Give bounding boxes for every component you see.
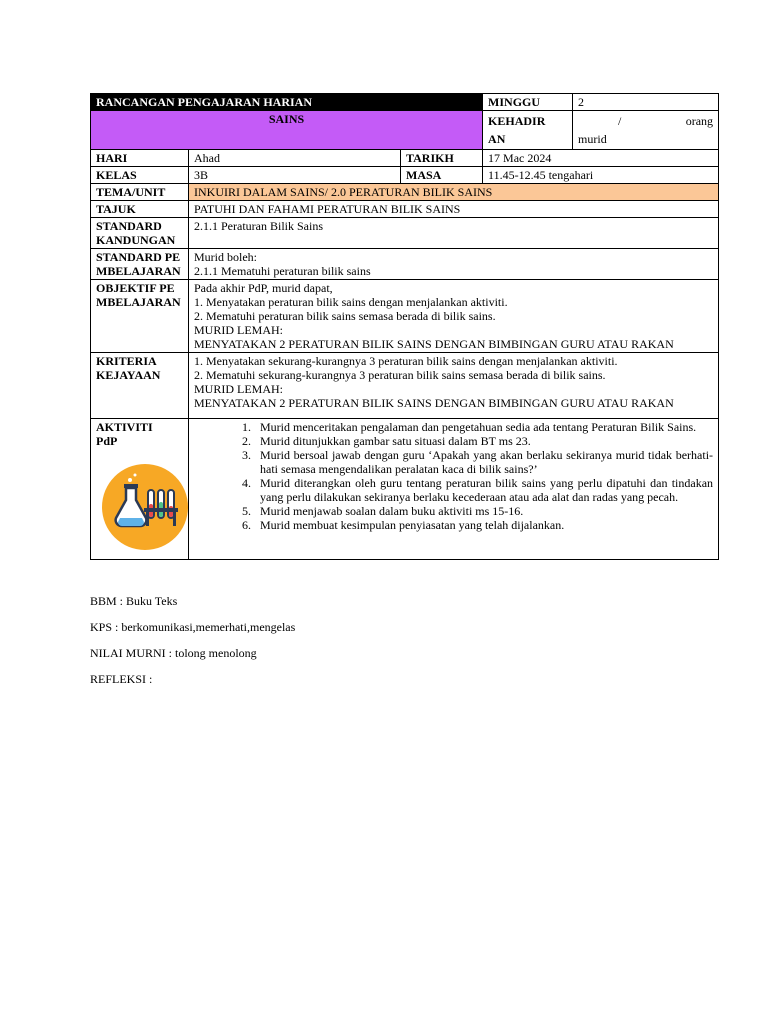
aktiviti-label (91, 419, 189, 560)
lab-flask-icon (102, 464, 188, 550)
activity-item: 2. Murid ditunjukkan gambar satu situasi dalam BT ms 23. (254, 434, 713, 448)
plan-title: RANCANGAN PENGAJARAN HARIAN (91, 94, 483, 111)
objektif-label (91, 280, 189, 353)
objektif-value (189, 280, 719, 353)
sp-line1: Murid boleh: (194, 250, 257, 264)
obj-line: Pada akhir PdP, murid dapat, (194, 281, 333, 295)
activity-item: 5. Murid menjawab soalan dalam buku aktiviti ms 15-16. (254, 504, 713, 518)
kelas-value: 3B (189, 167, 401, 184)
tema-value: INKUIRI DALAM SAINS/ 2.0 PERATURAN BILIK SAINS (189, 184, 719, 201)
attendance-label-text: KEHADIRAN (488, 114, 546, 146)
krit-line: 1. Menyatakan sekurang-kurangnya 3 peraturan bilik sains dengan menjalankan aktiviti. (194, 354, 618, 368)
aktiviti-label-text: AKTIVITI PdP (96, 420, 153, 448)
tema-label: TEMA/UNIT (91, 184, 189, 201)
activity-item: 6. Murid membuat kesimpulan penyiasatan yang telah dijalankan. (254, 518, 713, 532)
nilai-murni-line: NILAI MURNI : tolong menolong (90, 646, 257, 660)
subject-title: SAINS (91, 111, 483, 150)
activity-item: 1. Murid menceritakan pengalaman dan pengetahuan sedia ada tentang Peraturan Bilik Sains. (254, 420, 713, 434)
sp-line2: 2.1.1 Mematuhi peraturan bilik sains (194, 264, 371, 278)
attendance-value (573, 111, 719, 150)
standard-pembelajaran-label (91, 249, 189, 280)
aktiviti-value (189, 419, 719, 560)
kriteria-label: KRITERIA KEJAYAAN (91, 353, 189, 419)
objektif-label-text: OBJEKTIF PEMBELAJARAN (96, 281, 181, 309)
obj-line: MURID LEMAH: (194, 323, 283, 337)
activity-item: 3. Murid bersoal jawab dengan guru ‘Apakah yang akan berlaku sekiranya murid tidak berhati-hati semasa mengendalikan peralatan kaca di bilik sains?’ (254, 448, 713, 476)
attendance-unit2: murid (578, 132, 607, 146)
activity-list (194, 420, 713, 532)
week-label: MINGGU (483, 94, 573, 111)
krit-line: MENYATAKAN 2 PERATURAN BILIK SAINS DENGAN BIMBINGAN GURU ATAU RAKAN (194, 396, 674, 410)
krit-line: 2. Mematuhi sekurang-kurangnya 3 peraturan bilik sains semasa berada di bilik sains. (194, 368, 606, 382)
kriteria-value (189, 353, 719, 419)
kelas-label: KELAS (91, 167, 189, 184)
tajuk-label: TAJUK (91, 201, 189, 218)
hari-label: HARI (91, 150, 189, 167)
standard-kandungan-value: 2.1.1 Peraturan Bilik Sains (189, 218, 719, 249)
activity-item: 4. Murid diterangkan oleh guru tentang peraturan bilik sains yang perlu dipatuhi dan tindakan yang perlu dilakukan sekiranya berlaku kecederaan atau ada alat dan radas yang pecah. (254, 476, 713, 504)
krit-line: MURID LEMAH: (194, 382, 283, 396)
masa-value: 11.45-12.45 tengahari (483, 167, 719, 184)
attendance-sep: / (618, 114, 622, 128)
obj-line: 2. Mematuhi peraturan bilik sains semasa berada di bilik sains. (194, 309, 496, 323)
tajuk-value: PATUHI DAN FAHAMI PERATURAN BILIK SAINS (189, 201, 719, 218)
attendance-line1 (578, 112, 713, 130)
bbm-line: BBM : Buku Teks (90, 594, 178, 608)
week-value: 2 (573, 94, 719, 111)
masa-label: MASA (401, 167, 483, 184)
standard-pembelajaran-value (189, 249, 719, 280)
attendance-unit1: orang (685, 114, 714, 128)
tarikh-label: TARIKH (401, 150, 483, 167)
kps-line: KPS : berkomunikasi,memerhati,mengelas (90, 620, 296, 634)
attendance-label (483, 111, 573, 150)
obj-line: MENYATAKAN 2 PERATURAN BILIK SAINS DENGAN BIMBINGAN GURU ATAU RAKAN (194, 337, 674, 351)
lesson-plan-table (90, 93, 719, 560)
hari-value: Ahad (189, 150, 401, 167)
standard-pembelajaran-label-text: STANDARD PEMBELAJARAN (96, 250, 181, 278)
standard-kandungan-label: STANDARD KANDUNGAN (91, 218, 189, 249)
aktiviti-label-box (96, 420, 183, 558)
obj-line: 1. Menyatakan peraturan bilik sains dengan menjalankan aktiviti. (194, 295, 508, 309)
refleksi-line: REFLEKSI : (90, 672, 153, 686)
tarikh-value: 17 Mac 2024 (483, 150, 719, 167)
